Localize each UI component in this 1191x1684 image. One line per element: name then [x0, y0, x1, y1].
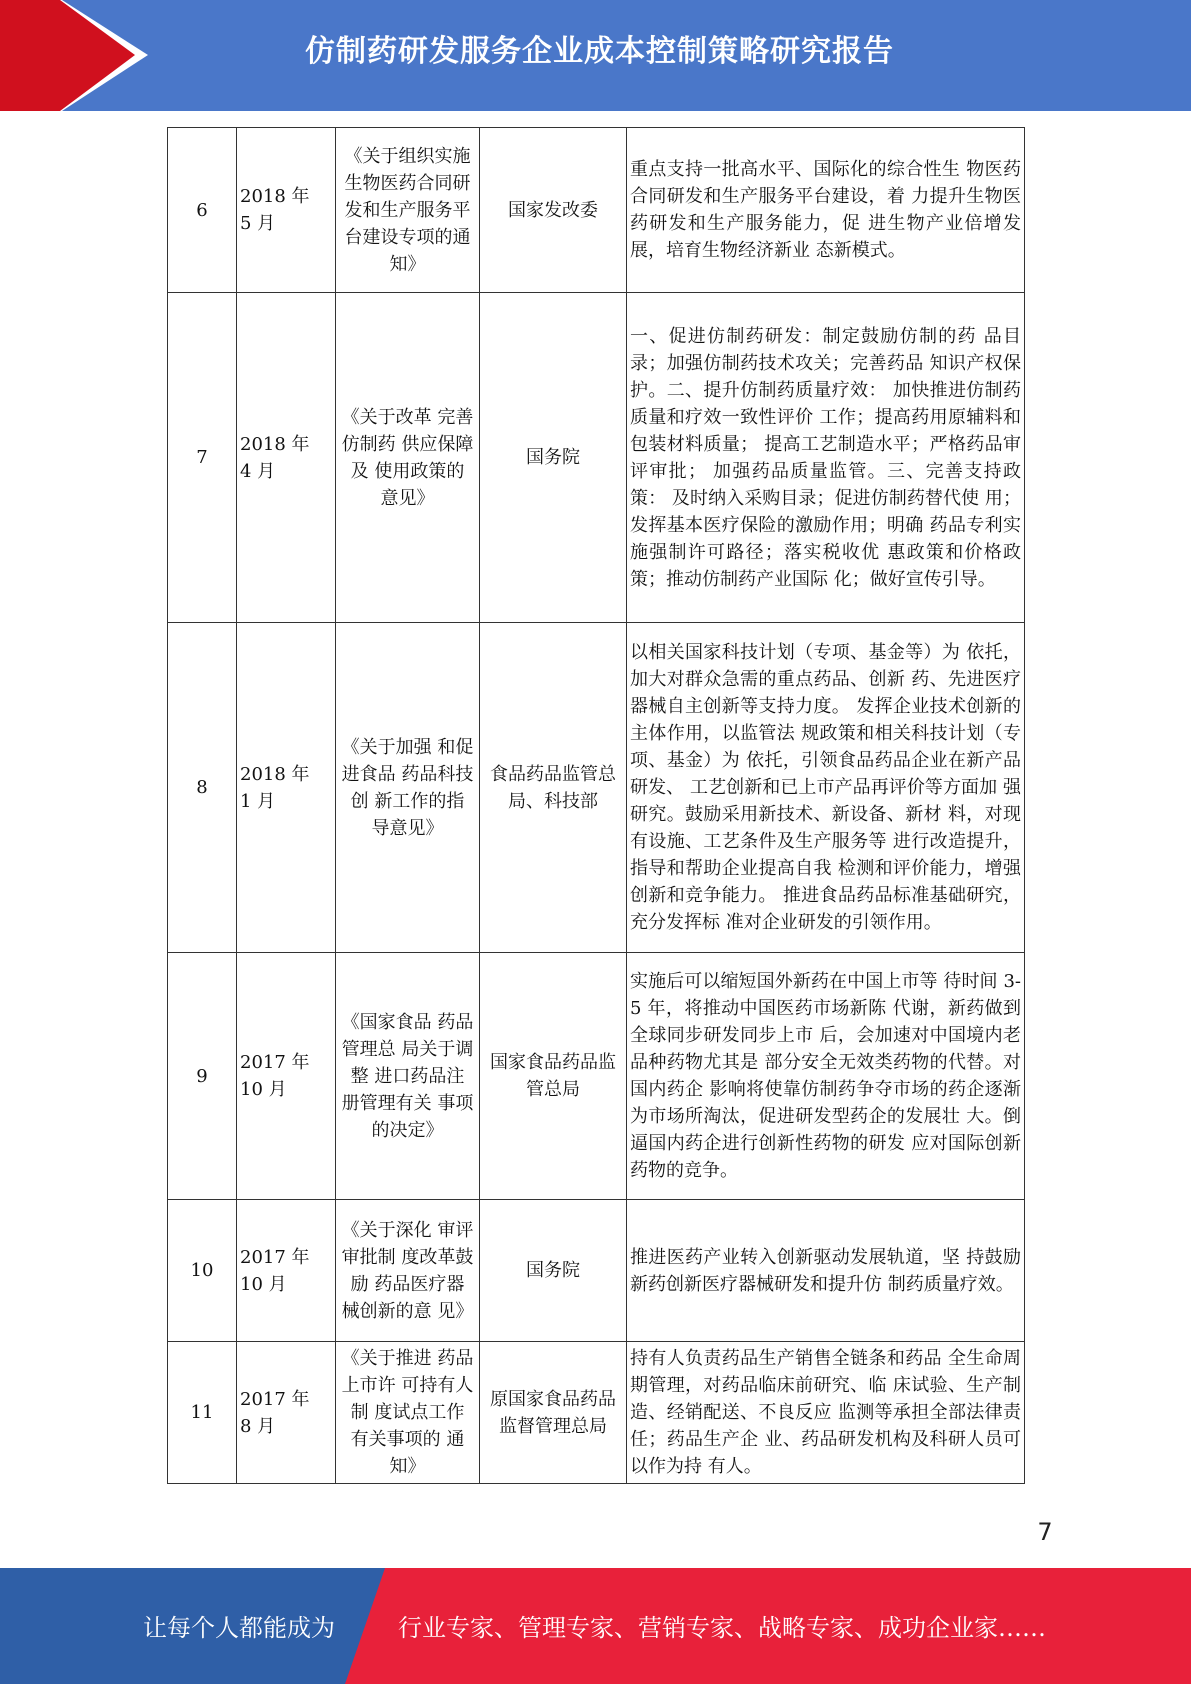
row-policy-title: 《国家食品 药品管理总 局关于调整 进口药品注 册管理有关 事项的决定》 [336, 953, 480, 1200]
page-footer [0, 1568, 1191, 1684]
row-number: 9 [168, 953, 237, 1200]
row-department: 国务院 [480, 1200, 627, 1342]
row-date: 2018 年 4 月 [237, 293, 336, 623]
row-number: 8 [168, 623, 237, 953]
row-number: 7 [168, 293, 237, 623]
row-department: 国家食品药品监管总局 [480, 953, 627, 1200]
report-title: 仿制药研发服务企业成本控制策略研究报告 [305, 34, 894, 69]
row-date: 2017 年 10 月 [237, 953, 336, 1200]
row-number: 11 [168, 1342, 237, 1484]
page-number: 7 [1037, 1518, 1053, 1546]
row-content: 一、促进仿制药研发：制定鼓励仿制的药 品目录；加强仿制药技术攻关；完善药品 知识产权保护。二、提升仿制药质量疗效： 加快推进仿制药质量和疗效一致性评价 工作；提高药用原辅料和包装材料质量； 提高工艺制造水平；严格药品审评审批； 加强药品质量监管。三、完善支持政策： 及时纳入采购目录；促进仿制药替代使 用；发挥基本医疗保险的激励作用；明确 药品专利实施强制许可路径；落实税收优 惠政策和价格政策；推动仿制药产业国际 化；做好宣传引导。 [627, 293, 1025, 623]
table-row [168, 623, 1025, 953]
row-content: 重点支持一批高水平、国际化的综合性生 物医药合同研发和生产服务平台建设，着 力提升生物医药研发和生产服务能力，促 进生物产业倍增发展，培育生物经济新业 态新模式。 [627, 128, 1025, 293]
row-policy-title: 《关于改革 完善仿制药 供应保障及 使用政策的 意见》 [336, 293, 480, 623]
row-policy-title: 《关于推进 药品上市许 可持有人制 度试点工作 有关事项的 通知》 [336, 1342, 480, 1484]
row-date: 2018 年 5 月 [237, 128, 336, 293]
table-row [168, 1200, 1025, 1342]
table-row [168, 128, 1025, 293]
row-number: 6 [168, 128, 237, 293]
footer-slogan-right: 行业专家、管理专家、营销专家、战略专家、成功企业家…… [398, 1614, 1046, 1642]
row-policy-title: 《关于加强 和促进食品 药品科技创 新工作的指 导意见》 [336, 623, 480, 953]
table-row [168, 293, 1025, 623]
row-content: 推进医药产业转入创新驱动发展轨道，坚 持鼓励新药创新医疗器械研发和提升仿 制药质量疗效。 [627, 1200, 1025, 1342]
policy-table [167, 127, 1025, 1484]
row-department: 国务院 [480, 293, 627, 623]
row-policy-title: 《关于组织实施生物医药合同研发和生产服务平台建设专项的通知》 [336, 128, 480, 293]
table-row [168, 953, 1025, 1200]
row-department: 国家发改委 [480, 128, 627, 293]
row-department: 食品药品监管总局、科技部 [480, 623, 627, 953]
row-number: 10 [168, 1200, 237, 1342]
row-policy-title: 《关于深化 审评审批制 度改革鼓励 药品医疗器 械创新的意 见》 [336, 1200, 480, 1342]
row-content: 实施后可以缩短国外新药在中国上市等 待时间 3-5 年，将推动中国医药市场新陈 代谢，新药做到全球同步研发同步上市 后，会加速对中国境内老品种药物尤其是 部分安全无效类药物的代替。对国内药企 影响将使靠仿制药争夺市场的药企逐渐 为市场所淘汰，促进研发型药企的发展壮 大。倒逼国内药企进行创新性药物的研发 应对国际创新药物的竞争。 [627, 953, 1025, 1200]
footer-slogan-left: 让每个人都能成为 [143, 1614, 335, 1642]
table-row [168, 1342, 1025, 1484]
row-date: 2017 年 8 月 [237, 1342, 336, 1484]
row-department: 原国家食品药品监督管理总局 [480, 1342, 627, 1484]
row-content: 以相关国家科技计划（专项、基金等）为 依托，加大对群众急需的重点药品、创新 药、先进医疗器械自主创新等支持力度。 发挥企业技术创新的主体作用，以监管法 规政策和相关科技计划（专项、基金）为 依托，引领食品药品企业在新产品研发、 工艺创新和已上市产品再评价等方面加 强研究。鼓励采用新技术、新设备、新材 料，对现有设施、工艺条件及生产服务等 进行改造提升，指导和帮助企业提高自我 检测和评价能力，增强创新和竞争能力。 推进食品药品标准基础研究，充分发挥标 准对企业研发的引领作用。 [627, 623, 1025, 953]
row-date: 2017 年 10 月 [237, 1200, 336, 1342]
header-arrow-decoration [0, 0, 150, 111]
page-header [0, 0, 1191, 111]
row-date: 2018 年 1 月 [237, 623, 336, 953]
row-content: 持有人负责药品生产销售全链条和药品 全生命周期管理，对药品临床前研究、临 床试验、生产制造、经销配送、不良反应 监测等承担全部法律责任；药品生产企 业、药品研发机构及科研人员可以作为持 有人。 [627, 1342, 1025, 1484]
